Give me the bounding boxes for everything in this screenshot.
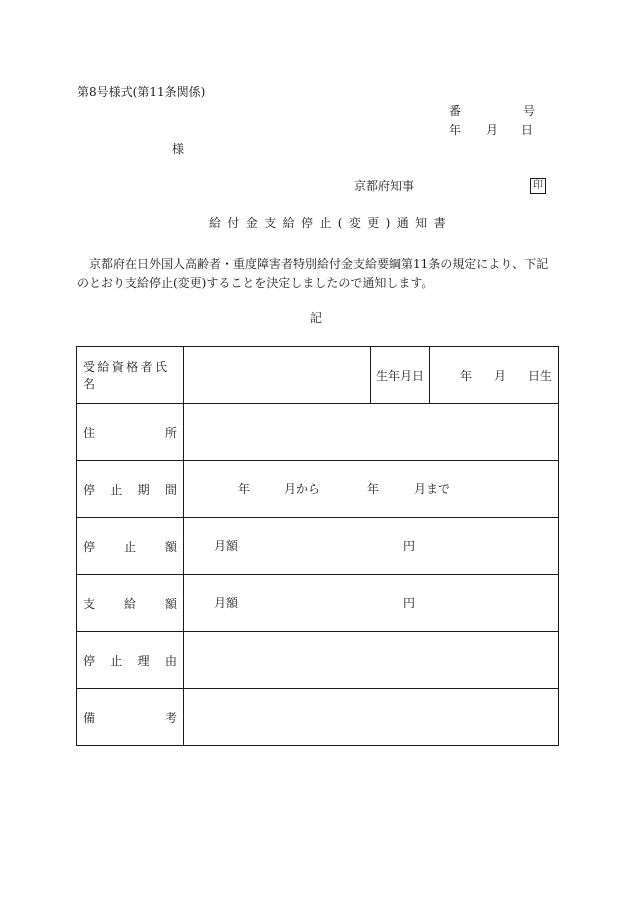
ki-heading: 記 [310,311,323,325]
reason-value-cell [184,632,559,689]
ref-number-go: 号 [523,104,536,118]
recipient-label: 受給資格者氏名 [83,360,170,391]
remarks-label-cell [77,689,184,746]
reason-label-char: 停 [83,653,96,668]
date-year: 年 [449,123,462,137]
stop-amount-label-char: 停 [83,539,96,554]
date-month: 月 [486,123,499,137]
row-address [77,404,559,461]
pay-amount-label-char: 額 [164,596,177,611]
dob-day: 日生 [527,368,552,383]
ref-number-ban: 番 [449,104,462,118]
seal-stamp: 印 [530,178,546,194]
remarks-label-char: 考 [164,710,177,725]
period-label-char: 期 [137,482,150,497]
reason-label-char: 理 [137,653,150,668]
dob-label: 生年月日 [375,368,424,383]
reason-label-char: 由 [164,653,177,668]
stop-amount-monthly: 月額 [214,539,239,553]
recipient-label-cell [77,347,184,404]
date-day: 日 [521,123,534,137]
address-value-cell [184,404,559,461]
period-label-char: 停 [83,482,96,497]
period-start-year: 年 [238,482,251,496]
pay-amount-yen: 円 [403,596,416,610]
dob-value-cell [430,347,559,404]
document-title: 給付金支給停止(変更)通知書 [209,216,452,230]
pay-amount-label-char: 給 [123,596,136,611]
row-reason [77,632,559,689]
row-stop-amount [77,518,559,575]
addressee-sama: 様 [172,142,185,156]
period-label-char: 間 [164,482,177,497]
period-start-month: 月から [284,482,321,496]
address-label-char: 所 [164,425,177,440]
form-number: 第8号様式(第11条関係) [77,85,206,99]
address-label-char: 住 [83,425,96,440]
row-recipient [77,347,559,404]
row-remarks [77,689,559,746]
pay-amount-value-cell [184,575,559,632]
reason-label-cell [77,632,184,689]
stop-amount-value-cell [184,518,559,575]
pay-amount-label-cell [77,575,184,632]
period-value-cell [184,461,559,518]
stop-amount-label-char: 額 [164,539,177,554]
reason-label-char: 止 [110,653,123,668]
recipient-name-cell [184,347,371,404]
address-label-cell [77,404,184,461]
pay-amount-monthly: 月額 [214,596,239,610]
period-label-char: 止 [110,482,123,497]
stop-amount-yen: 円 [403,539,416,553]
notice-table [76,346,559,746]
period-end-month: 月まで [414,482,451,496]
pay-amount-label-char: 支 [83,596,96,611]
dob-year: 年 [460,368,473,383]
period-label-cell [77,461,184,518]
row-pay-amount [77,575,559,632]
dob-month: 月 [493,368,506,383]
stop-amount-label-char: 止 [123,539,136,554]
stop-amount-label-cell [77,518,184,575]
period-end-year: 年 [367,482,380,496]
remarks-value-cell [184,689,559,746]
row-period [77,461,559,518]
dob-label-cell [371,347,430,404]
issuer-name: 京都府知事 [354,179,415,193]
notice-body: 京都府在日外国人高齢者・重度障害者特別給付金支給要綱第11条の規定により、下記のとおり支給停止(変更)することを決定しましたので通知します。 [77,257,549,290]
remarks-label-char: 備 [83,710,96,725]
